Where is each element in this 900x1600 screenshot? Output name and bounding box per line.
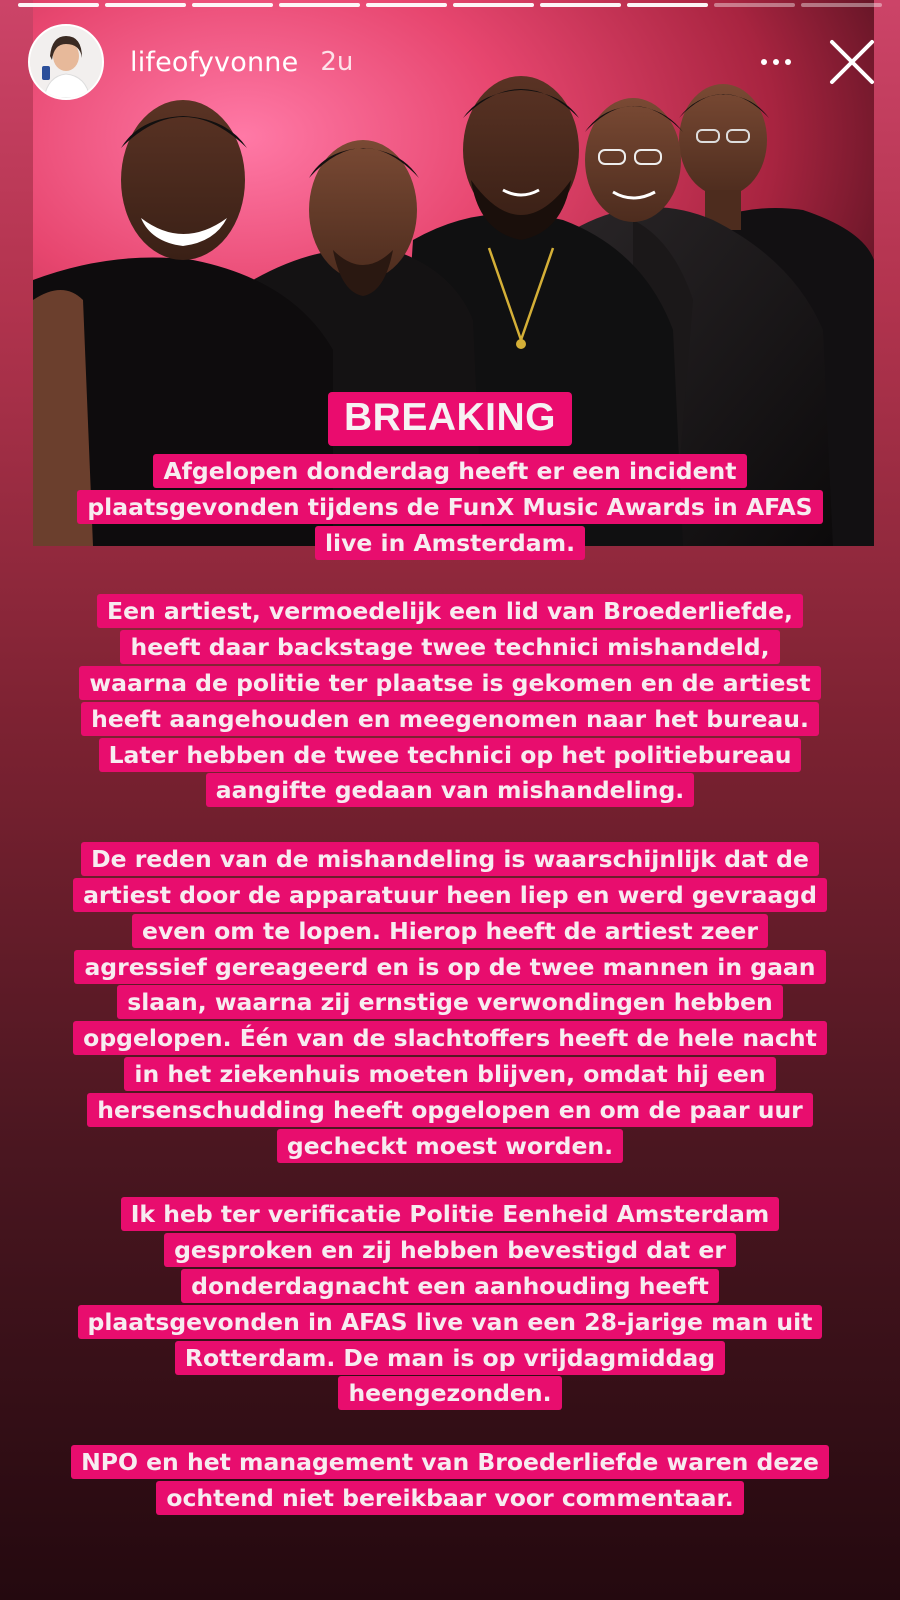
story-text-line: Afgelopen donderdag heeft er een incident bbox=[153, 454, 746, 488]
story-text-line: NPO en het management van Broederliefde waren deze bbox=[71, 1445, 829, 1479]
story-text-line: in het ziekenhuis moeten blijven, omdat hij een bbox=[124, 1057, 775, 1091]
progress-segment bbox=[279, 3, 360, 7]
progress-segment bbox=[627, 3, 708, 7]
story-text-line: gecheckt moest worden. bbox=[277, 1129, 623, 1163]
story-text-line: heeft daar backstage twee technici mishandeld, bbox=[120, 630, 779, 664]
story-text-line: Rotterdam. De man is op vrijdagmiddag bbox=[175, 1341, 725, 1375]
story-text-line: Ik heb ter verificatie Politie Eenheid Amsterdam bbox=[121, 1197, 780, 1231]
story-text-line: plaatsgevonden tijdens de FunX Music Awards in AFAS bbox=[77, 490, 822, 524]
story-text-line: Later hebben de twee technici op het politiebureau bbox=[99, 738, 802, 772]
avatar[interactable] bbox=[28, 24, 104, 100]
progress-segment bbox=[18, 3, 99, 7]
paragraph-gap bbox=[0, 561, 900, 594]
story-text-line: ochtend niet bereikbaar voor commentaar. bbox=[156, 1481, 743, 1515]
story-progress-bar bbox=[18, 3, 882, 7]
story-paragraph bbox=[10, 454, 890, 561]
progress-segment bbox=[105, 3, 186, 7]
progress-segment bbox=[801, 3, 882, 7]
paragraph-gap bbox=[0, 1412, 900, 1445]
story-paragraph bbox=[10, 1197, 890, 1412]
story-text-line: live in Amsterdam. bbox=[315, 526, 585, 560]
story-text-line: Een artiest, vermoedelijk een lid van Broederliefde, bbox=[97, 594, 803, 628]
breaking-headline: BREAKING bbox=[328, 392, 572, 446]
story-header bbox=[28, 24, 878, 100]
more-horizontal-icon[interactable] bbox=[748, 42, 804, 82]
story-text-line: opgelopen. Één van de slachtoffers heeft de hele nacht bbox=[73, 1021, 827, 1055]
progress-segment bbox=[540, 3, 621, 7]
story-text-line: donderdagnacht een aanhouding heeft bbox=[181, 1269, 719, 1303]
story-text-line: plaatsgevonden in AFAS live van een 28-jarige man uit bbox=[78, 1305, 823, 1339]
story-text-line: agressief gereageerd en is op de twee mannen in gaan bbox=[74, 950, 825, 984]
avatar-image bbox=[30, 26, 102, 98]
paragraph-gap bbox=[0, 1164, 900, 1197]
story-text-line: hersenschudding heeft opgelopen en om de paar uur bbox=[87, 1093, 813, 1127]
story-text-line: De reden van de mishandeling is waarschijnlijk dat de bbox=[81, 842, 819, 876]
story-text-overlay bbox=[0, 392, 900, 1517]
story-text-line: heengezonden. bbox=[338, 1376, 561, 1410]
progress-segment bbox=[453, 3, 534, 7]
story-timestamp: 2u bbox=[320, 47, 354, 77]
story-paragraph bbox=[10, 1445, 890, 1517]
story-username[interactable]: lifeofyvonne bbox=[130, 46, 299, 78]
progress-segment bbox=[714, 3, 795, 7]
story-text-line: even om te lopen. Hierop heeft de artiest zeer bbox=[132, 914, 768, 948]
paragraph-gap bbox=[0, 809, 900, 842]
close-icon[interactable] bbox=[826, 36, 878, 88]
story-text-line: gesproken en zij hebben bevestigd dat er bbox=[164, 1233, 736, 1267]
story-text-line: aangifte gedaan van mishandeling. bbox=[206, 773, 694, 807]
progress-segment bbox=[192, 3, 273, 7]
story-text-line: waarna de politie ter plaatse is gekomen en de artiest bbox=[79, 666, 820, 700]
story-text-line: heeft aangehouden en meegenomen naar het bureau. bbox=[81, 702, 819, 736]
story-text-line: slaan, waarna zij ernstige verwondingen hebben bbox=[117, 985, 783, 1019]
story-paragraph bbox=[10, 842, 890, 1164]
story-paragraph bbox=[10, 594, 890, 809]
progress-segment bbox=[366, 3, 447, 7]
story-text-line: artiest door de apparatuur heen liep en werd gevraagd bbox=[73, 878, 827, 912]
